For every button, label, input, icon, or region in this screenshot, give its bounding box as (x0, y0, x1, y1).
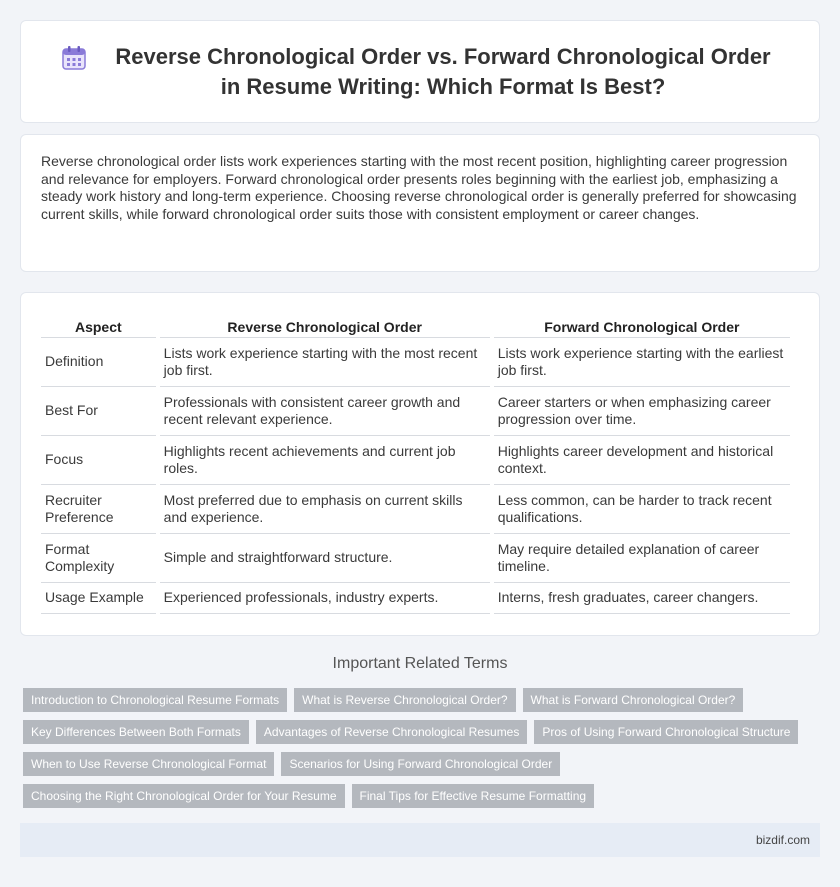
related-terms-list (23, 688, 823, 816)
table-row (41, 338, 790, 387)
table-header-row (41, 315, 790, 338)
cell-reverse: Professionals with consistent career growth and recent relevant experience. (160, 387, 490, 436)
related-term-tag[interactable]: What is Reverse Chronological Order? (294, 688, 515, 712)
related-term-tag[interactable]: Final Tips for Effective Resume Formatting (352, 784, 595, 808)
related-term-tag[interactable]: Introduction to Chronological Resume Formats (23, 688, 287, 712)
cell-forward: Lists work experience starting with the earliest job first. (494, 338, 790, 387)
cell-aspect: Definition (41, 338, 156, 387)
related-terms-heading: Important Related Terms (332, 655, 508, 672)
related-term-tag[interactable]: When to Use Reverse Chronological Format (23, 752, 274, 776)
intro-paragraph: Reverse chronological order lists work experiences starting with the most recent position, highlighting career progression and relevance for employers. Forward chronological order presents roles beginning with the earliest job, emphasizing a steady work history and long-term experience. Choosing reverse chronological order is generally preferred for showcasing current skills, while forward chronological order suits those with consistent employment or career changes. (41, 153, 797, 222)
cell-reverse: Simple and straightforward structure. (160, 534, 490, 583)
header-forward: Forward Chronological Order (494, 315, 790, 338)
table-row (41, 485, 790, 534)
related-term-tag[interactable]: Key Differences Between Both Formats (23, 720, 249, 744)
cell-forward: Highlights career development and historical context. (494, 436, 790, 485)
cell-reverse: Experienced professionals, industry experts. (160, 583, 490, 614)
cell-aspect: Focus (41, 436, 156, 485)
header-reverse: Reverse Chronological Order (160, 315, 490, 338)
cell-forward: Interns, fresh graduates, career changers. (494, 583, 790, 614)
cell-forward: Less common, can be harder to track recent qualifications. (494, 485, 790, 534)
comparison-table-card (20, 292, 820, 636)
calendar-icon (61, 45, 87, 71)
related-term-tag[interactable]: Choosing the Right Chronological Order for Your Resume (23, 784, 345, 808)
table-row (41, 534, 790, 583)
cell-forward: May require detailed explanation of career timeline. (494, 534, 790, 583)
footer (20, 823, 820, 857)
related-term-tag[interactable]: What is Forward Chronological Order? (523, 688, 744, 712)
cell-aspect: Format Complexity (41, 534, 156, 583)
header-aspect: Aspect (41, 315, 156, 338)
table-row (41, 387, 790, 436)
table-row (41, 583, 790, 614)
intro-card (20, 134, 820, 272)
cell-forward: Career starters or when emphasizing career progression over time. (494, 387, 790, 436)
cell-reverse: Most preferred due to emphasis on current skills and experience. (160, 485, 490, 534)
comparison-table (37, 315, 794, 614)
cell-aspect: Best For (41, 387, 156, 436)
cell-aspect: Usage Example (41, 583, 156, 614)
page-title: Reverse Chronological Order vs. Forward Chronological Order in Resume Writing: Which Format Is Best? (115, 43, 771, 99)
footer-site-link[interactable]: bizdif.com (755, 833, 810, 847)
cell-aspect: Recruiter Preference (41, 485, 156, 534)
title-card (20, 20, 820, 123)
table-row (41, 436, 790, 485)
related-term-tag[interactable]: Scenarios for Using Forward Chronological Order (281, 752, 560, 776)
related-term-tag[interactable]: Advantages of Reverse Chronological Resumes (256, 720, 527, 744)
related-term-tag[interactable]: Pros of Using Forward Chronological Structure (534, 720, 798, 744)
cell-reverse: Lists work experience starting with the most recent job first. (160, 338, 490, 387)
cell-reverse: Highlights recent achievements and current job roles. (160, 436, 490, 485)
